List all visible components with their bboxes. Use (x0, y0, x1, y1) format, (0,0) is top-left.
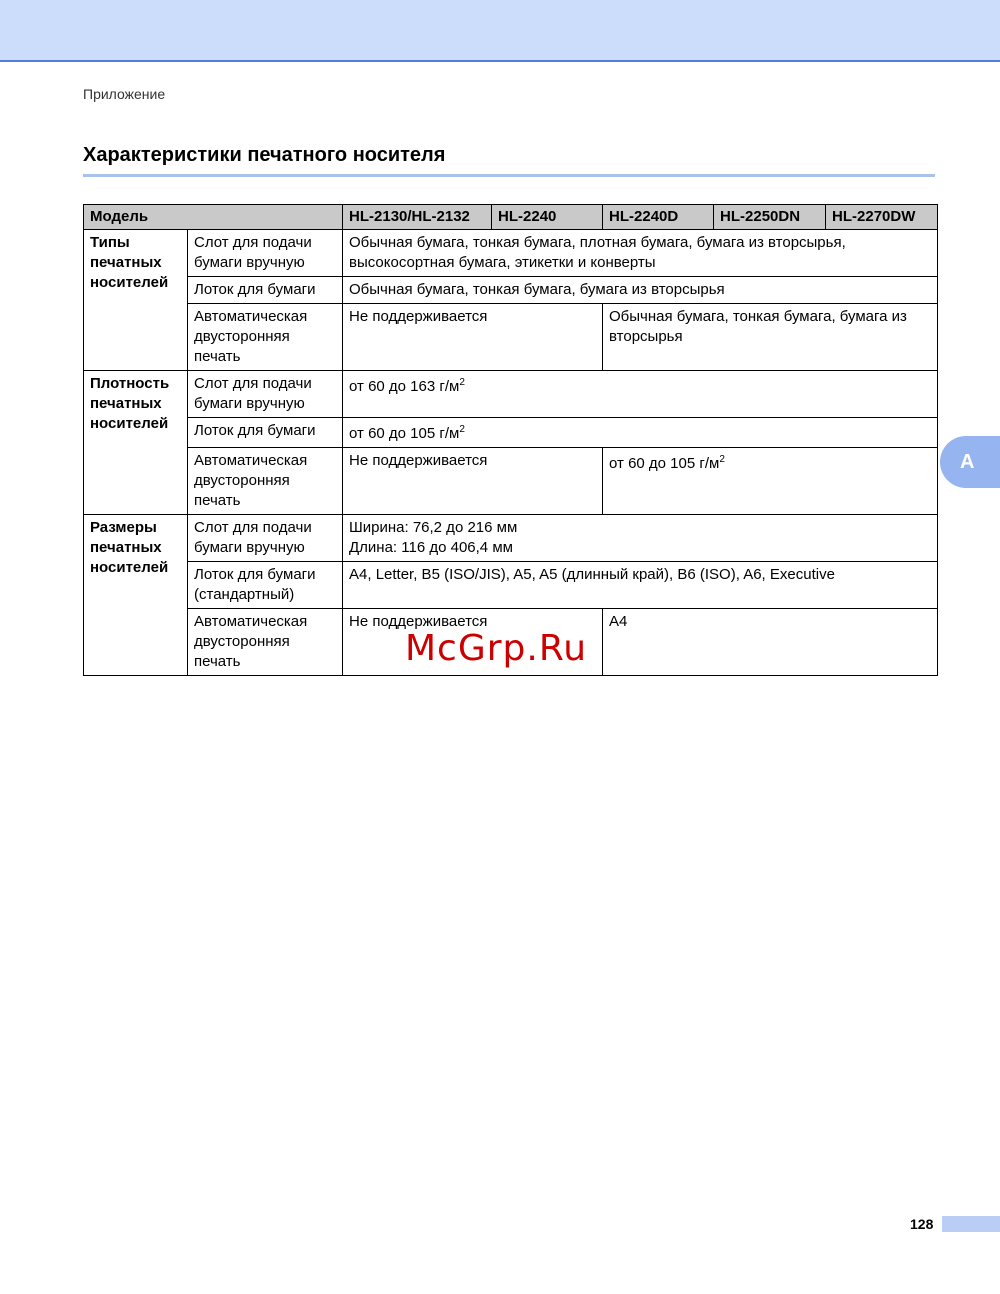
value-line: Длина: 116 до 406,4 мм (349, 539, 513, 556)
cell-value: A4 (603, 609, 938, 676)
cell-value (343, 418, 938, 448)
title-underline (83, 174, 935, 177)
value-text: от 60 до 105 г/м (349, 425, 460, 442)
spec-table (83, 204, 938, 676)
cell-value: A4, Letter, B5 (ISO/JIS), A5, A5 (длинный край), B6 (ISO), A6, Executive (343, 562, 938, 609)
cell-value: Не поддерживается (343, 304, 603, 371)
page-title: Характеристики печатного носителя (83, 144, 446, 166)
table-header-row (84, 205, 938, 230)
cell-value: Не поддерживается (343, 448, 603, 515)
row-label: Лоток для бумаги (стандартный) (188, 562, 343, 609)
cell-value (343, 371, 938, 418)
header-hl-2240: HL-2240 (492, 205, 603, 230)
value-text: от 60 до 105 г/м (609, 455, 720, 472)
header-hl-2250dn: HL-2250DN (714, 205, 826, 230)
page-number: 128 (910, 1216, 934, 1232)
watermark: McGrp.Ru (405, 628, 588, 669)
header-hl-2270dw: HL-2270DW (826, 205, 938, 230)
cell-value: Обычная бумага, тонкая бумага, бумага из вторсырья (603, 304, 938, 371)
row-label: Автоматическая двусторонняя печать (188, 609, 343, 676)
table-row (84, 562, 938, 609)
table-row (84, 230, 938, 277)
cell-value: Обычная бумага, тонкая бумага, бумага из вторсырья (343, 277, 938, 304)
group-label: Размеры печатных носителей (84, 515, 188, 676)
table-row (84, 277, 938, 304)
group-label: Плотность печатных носителей (84, 371, 188, 515)
row-label: Слот для подачи бумаги вручную (188, 371, 343, 418)
superscript: 2 (459, 424, 465, 435)
breadcrumb: Приложение (83, 86, 166, 102)
table-row (84, 304, 938, 371)
appendix-tab: A (940, 436, 1000, 488)
row-label: Слот для подачи бумаги вручную (188, 515, 343, 562)
row-label: Лоток для бумаги (188, 418, 343, 448)
cell-value (343, 515, 938, 562)
group-label: Типы печатных носителей (84, 230, 188, 371)
row-label: Автоматическая двусторонняя печать (188, 304, 343, 371)
table-row (84, 448, 938, 515)
table-row (84, 371, 938, 418)
top-band (0, 0, 1000, 62)
page-number-bar (942, 1216, 1000, 1232)
table-row (84, 418, 938, 448)
cell-value: Не поддерживается (343, 609, 603, 676)
row-label: Слот для подачи бумаги вручную (188, 230, 343, 277)
row-label: Автоматическая двусторонняя печать (188, 448, 343, 515)
superscript: 2 (719, 454, 725, 465)
superscript: 2 (459, 377, 465, 388)
cell-value (603, 448, 938, 515)
table-row (84, 515, 938, 562)
header-model: Модель (84, 205, 343, 230)
header-hl-2240d: HL-2240D (603, 205, 714, 230)
cell-value: Обычная бумага, тонкая бумага, плотная бумага, бумага из вторсырья, высокосортная бумага, этикетки и конверты (343, 230, 938, 277)
row-label: Лоток для бумаги (188, 277, 343, 304)
header-hl-2130: HL-2130/HL-2132 (343, 205, 492, 230)
value-text: от 60 до 163 г/м (349, 378, 460, 395)
value-line: Ширина: 76,2 до 216 мм (349, 519, 518, 536)
